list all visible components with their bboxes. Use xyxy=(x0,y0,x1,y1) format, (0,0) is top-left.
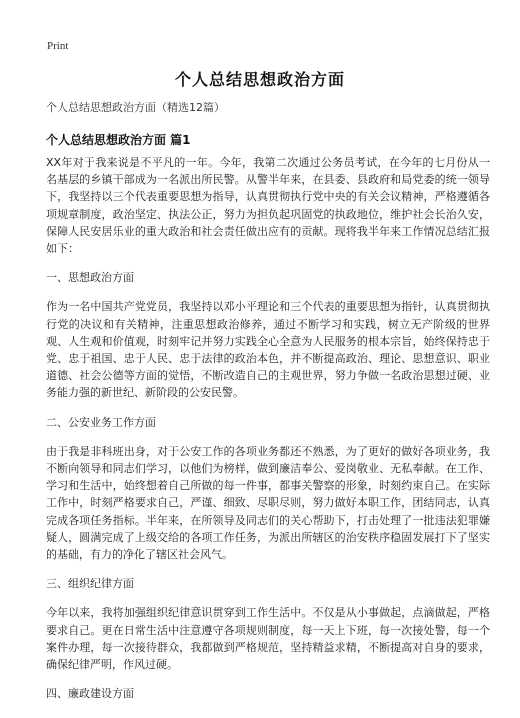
article-title: 个人总结思想政治方面 篇1 xyxy=(46,133,191,147)
heading-police-work: 二、公安业务工作方面 xyxy=(46,415,156,429)
print-link[interactable]: Print xyxy=(47,40,69,52)
page-title: 个人总结思想政治方面 xyxy=(174,70,345,89)
paragraph-discipline: 今年以来，我将加强组织纪律意识贯穿到工作生活中。不仅是从小事做起，点滴做起，严格要求自己。更在日常生活中注意遵守各项规则制度，每一天上下班，每一次接处警，每一个案件办理，每一次接待群众，我都做到严格规范，坚持精益求精，不断提高对自身的要求，确保纪律严明，作风过硬。 xyxy=(46,606,490,672)
article-body xyxy=(46,154,490,714)
heading-ideology: 一、思想政治方面 xyxy=(46,271,134,285)
heading-integrity: 四、廉政建设方面 xyxy=(46,687,134,701)
paragraph-intro: XX年对于我来说是不平凡的一年。今年，我第二次通过公务员考试，在今年的七月份从一名基层的乡镇干部成为一名派出所民警。从警半年来，在县委、县政府和局党委的统一领导下，我坚持以三个代表重要思想为指导，认真贯彻执行党中央的有关会议精神，严格遵循各项规章制度，政治坚定、执法公正，努力为担负起巩固党的执政地位，维护社会长治久安，保障人民安居乐业的重大政治和社会责任做出应有的贡献。现将我半年来工作情况总结汇报如下： xyxy=(46,156,490,256)
paragraph-police-work: 由于我是非科班出身，对于公安工作的各项业务都还不熟悉，为了更好的做好各项业务，我不断向领导和同志们学习，以他们为榜样，做到廉洁奉公、爱岗敬业、无私奉献。在工作、学习和生活中，始终想着自己所做的每一件事，都事关警察的形象，时刻约束自己。在实际工作中，时刻严格要求自己，严谨、细致、尽职尽则，努力做好本职工作，团结同志，认真完成各项任务指标。半年来，在所领导及同志们的关心帮助下，打击处理了一批违法犯罪嫌疑人，圆满完成了上级交给的各项工作任务，为派出所辖区的治安秩序稳固发展打下了坚实的基础，有力的净化了辖区社会风气。 xyxy=(46,444,490,562)
heading-discipline: 三、组织纪律方面 xyxy=(46,577,134,591)
document-subtitle: 个人总结思想政治方面（精选12篇） xyxy=(46,101,225,114)
paragraph-ideology: 作为一名中国共产党党员，我坚持以邓小平理论和三个代表的重要思想为指针，认真贯彻执行党的决议和有关精神，注重思想政治修养，通过不断学习和实践，树立无产阶级的世界观、人生观和价值观，时刻牢记并努力实践全心全意为人民服务的根本宗旨，始终保持忠于党、忠于祖国、忠于人民、忠于法律的政治本色，并不断提高政治、理论、思想意识、职业道德、社会公德等方面的觉悟，不断改造自己的主观世界，努力争做一名政治思想过硬、业务能力强的新世纪、新阶段的公安民警。 xyxy=(46,300,490,400)
